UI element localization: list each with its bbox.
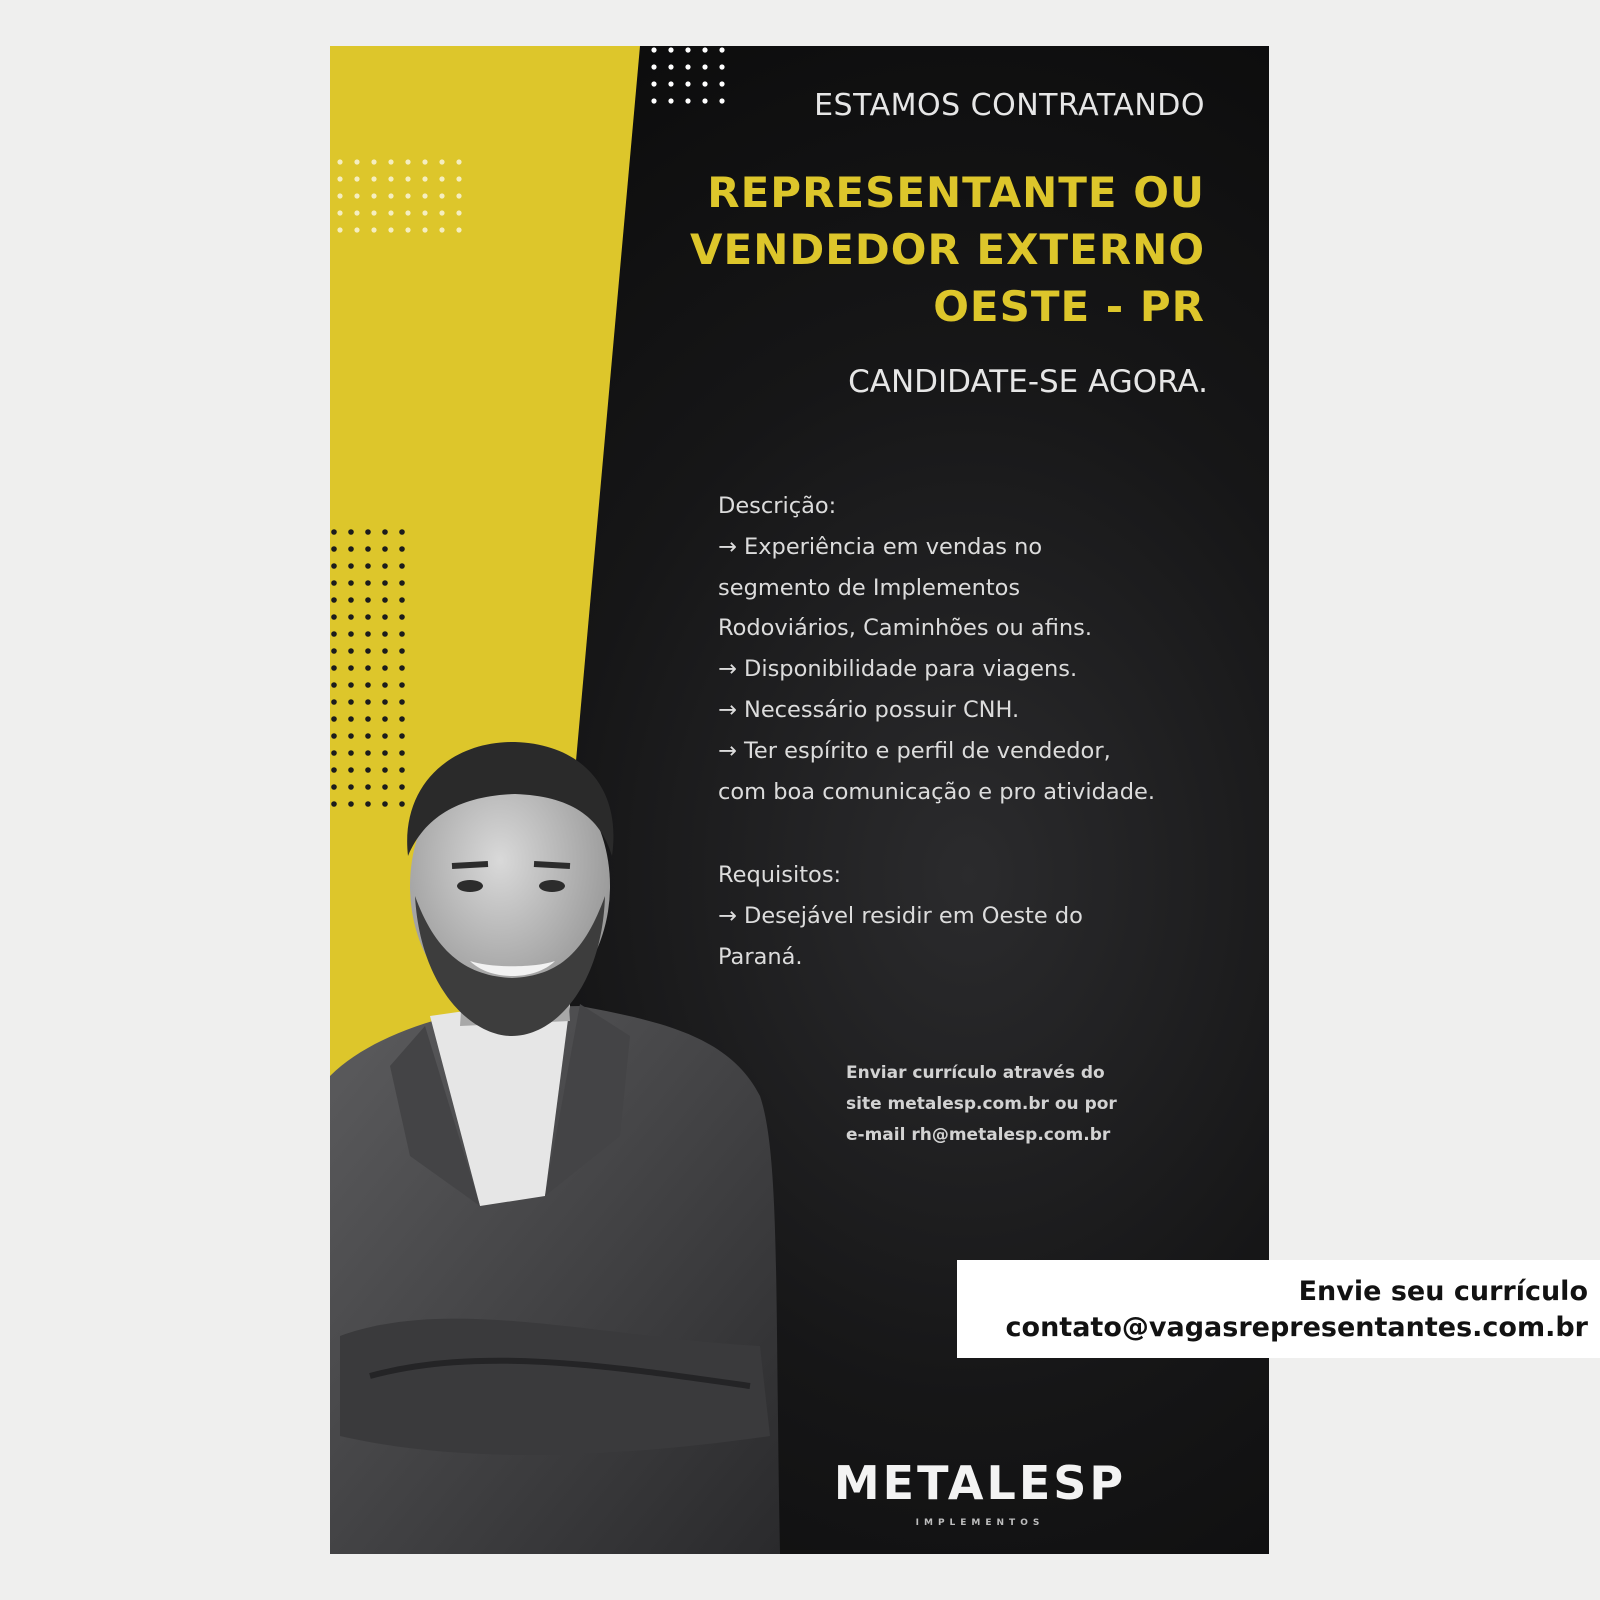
job-title-line: OESTE - PR (933, 282, 1205, 331)
application-contact (846, 1058, 1186, 1151)
decorative-dot (354, 227, 359, 232)
decorative-dot (405, 159, 410, 164)
hiring-label: ESTAMOS CONTRATANDO (814, 88, 1205, 123)
decorative-dot (382, 665, 388, 671)
job-title (690, 164, 1205, 335)
decorative-dot (685, 64, 690, 69)
decorative-dot (422, 176, 427, 181)
decorative-dot (382, 631, 388, 637)
decorative-dot (348, 631, 354, 637)
decorative-dot (365, 699, 371, 705)
decorative-dot (456, 193, 461, 198)
decorative-dot (702, 98, 707, 103)
decorative-dot (668, 64, 673, 69)
decorative-dot (668, 47, 673, 52)
decorative-dot (348, 716, 354, 722)
decorative-dot (422, 159, 427, 164)
brand-logo: METALESP (833, 1456, 1127, 1510)
decorative-dot (382, 699, 388, 705)
decorative-dot (399, 648, 405, 654)
decorative-dot (702, 64, 707, 69)
decorative-dot (382, 597, 388, 603)
decorative-dot (331, 631, 337, 637)
decorative-dot (365, 716, 371, 722)
decorative-dot (382, 563, 388, 569)
job-title-line: VENDEDOR EXTERNO (690, 225, 1206, 274)
decorative-dot (439, 210, 444, 215)
decorative-dot (354, 193, 359, 198)
decorative-dot (337, 210, 342, 215)
apply-call-to-action: CANDIDATE-SE AGORA. (848, 364, 1208, 400)
decorative-dot (399, 631, 405, 637)
decorative-dot (439, 176, 444, 181)
contact-line: site metalesp.com.br ou por (846, 1094, 1117, 1114)
decorative-dot (365, 648, 371, 654)
decorative-dot (365, 580, 371, 586)
decorative-dot (382, 648, 388, 654)
requirements-heading: Requisitos: (718, 862, 842, 888)
decorative-dot (354, 210, 359, 215)
decorative-dot (702, 47, 707, 52)
decorative-dot (651, 98, 656, 103)
description-heading: Descrição: (718, 493, 837, 519)
decorative-dot (382, 529, 388, 535)
decorative-dot (331, 580, 337, 586)
decorative-dot (382, 716, 388, 722)
decorative-dot (331, 614, 337, 620)
decorative-dot (337, 176, 342, 181)
decorative-dot (365, 631, 371, 637)
decorative-dot (371, 159, 376, 164)
decorative-dot (399, 546, 405, 552)
decorative-dot (439, 227, 444, 232)
smiling-businessman-photo (330, 736, 800, 1554)
decorative-dot (348, 648, 354, 654)
decorative-dot (337, 159, 342, 164)
decorative-dot (331, 716, 337, 722)
decorative-dot (439, 159, 444, 164)
description-line: Rodoviários, Caminhões ou afins. (718, 615, 1093, 642)
decorative-dot (388, 159, 393, 164)
decorative-dot (337, 193, 342, 198)
decorative-dot (348, 665, 354, 671)
decorative-dot (719, 64, 724, 69)
decorative-dot (388, 193, 393, 198)
decorative-dot (399, 580, 405, 586)
decorative-dot (331, 597, 337, 603)
decorative-dot (405, 210, 410, 215)
decorative-dot (348, 563, 354, 569)
contact-overlay-box (957, 1260, 1600, 1358)
decorative-dot (405, 227, 410, 232)
decorative-dot (702, 81, 707, 86)
decorative-dot (719, 81, 724, 86)
decorative-dot (719, 47, 724, 52)
decorative-dot (348, 529, 354, 535)
decorative-dot (685, 98, 690, 103)
decorative-dot (354, 159, 359, 164)
description-line: → Experiência em vendas no (718, 533, 1043, 560)
decorative-dot (405, 176, 410, 181)
brand-subtitle: IMPLEMENTOS (915, 1518, 1045, 1528)
decorative-dot (651, 47, 656, 52)
decorative-dot (685, 47, 690, 52)
decorative-dot (382, 546, 388, 552)
decorative-dot (382, 580, 388, 586)
decorative-dot (719, 98, 724, 103)
decorative-dot (331, 699, 337, 705)
decorative-dot (399, 716, 405, 722)
description-line: → Disponibilidade para viagens. (718, 656, 1078, 683)
decorative-dot (365, 563, 371, 569)
decorative-dot (685, 81, 690, 86)
decorative-dot (365, 597, 371, 603)
decorative-dot (365, 665, 371, 671)
decorative-dot (456, 159, 461, 164)
job-title-line: REPRESENTANTE OU (707, 168, 1205, 217)
decorative-dot (399, 563, 405, 569)
decorative-dot (331, 529, 337, 535)
decorative-dot (371, 210, 376, 215)
contact-line: Enviar currículo através do (846, 1063, 1105, 1083)
decorative-dot (399, 665, 405, 671)
decorative-dot (399, 529, 405, 535)
decorative-dot (348, 580, 354, 586)
decorative-dot (399, 614, 405, 620)
description-line: → Necessário possuir CNH. (718, 696, 1020, 723)
overlay-email-link[interactable]: contato@vagasrepresentantes.com.br (1005, 1312, 1588, 1343)
decorative-dot (405, 193, 410, 198)
decorative-dot (382, 682, 388, 688)
decorative-dot (348, 699, 354, 705)
description-line: com boa comunicação e pro atividade. (718, 778, 1155, 805)
decorative-dot (651, 81, 656, 86)
decorative-dot (354, 176, 359, 181)
decorative-dot (371, 227, 376, 232)
decorative-dot (365, 546, 371, 552)
decorative-dot (348, 597, 354, 603)
contact-line: e-mail rh@metalesp.com.br (846, 1125, 1111, 1145)
description-line: segmento de Implementos (718, 574, 1021, 601)
decorative-dot (456, 210, 461, 215)
decorative-dot (331, 546, 337, 552)
requirements-line: → Desejável residir em Oeste do (718, 902, 1083, 929)
dot-grid-top-left (336, 158, 476, 238)
decorative-dot (337, 227, 342, 232)
decorative-dot (399, 682, 405, 688)
decorative-dot (371, 176, 376, 181)
decorative-dot (399, 699, 405, 705)
decorative-dot (456, 176, 461, 181)
decorative-dot (388, 210, 393, 215)
dot-grid-top-right (650, 46, 730, 116)
decorative-dot (651, 64, 656, 69)
decorative-dot (371, 193, 376, 198)
decorative-dot (422, 210, 427, 215)
requirements-line: Paraná. (718, 943, 803, 970)
decorative-dot (331, 563, 337, 569)
decorative-dot (439, 193, 444, 198)
description-line: → Ter espírito e perfil de vendedor, (718, 737, 1111, 764)
decorative-dot (422, 227, 427, 232)
decorative-dot (422, 193, 427, 198)
decorative-dot (456, 227, 461, 232)
decorative-dot (331, 665, 337, 671)
decorative-dot (365, 682, 371, 688)
decorative-dot (388, 227, 393, 232)
decorative-dot (399, 597, 405, 603)
decorative-dot (365, 614, 371, 620)
decorative-dot (348, 682, 354, 688)
decorative-dot (348, 614, 354, 620)
decorative-dot (331, 648, 337, 654)
decorative-dot (668, 98, 673, 103)
decorative-dot (382, 614, 388, 620)
decorative-dot (668, 81, 673, 86)
decorative-dot (348, 546, 354, 552)
decorative-dot (331, 682, 337, 688)
overlay-send-resume: Envie seu currículo (1298, 1276, 1588, 1307)
decorative-dot (388, 176, 393, 181)
decorative-dot (365, 529, 371, 535)
